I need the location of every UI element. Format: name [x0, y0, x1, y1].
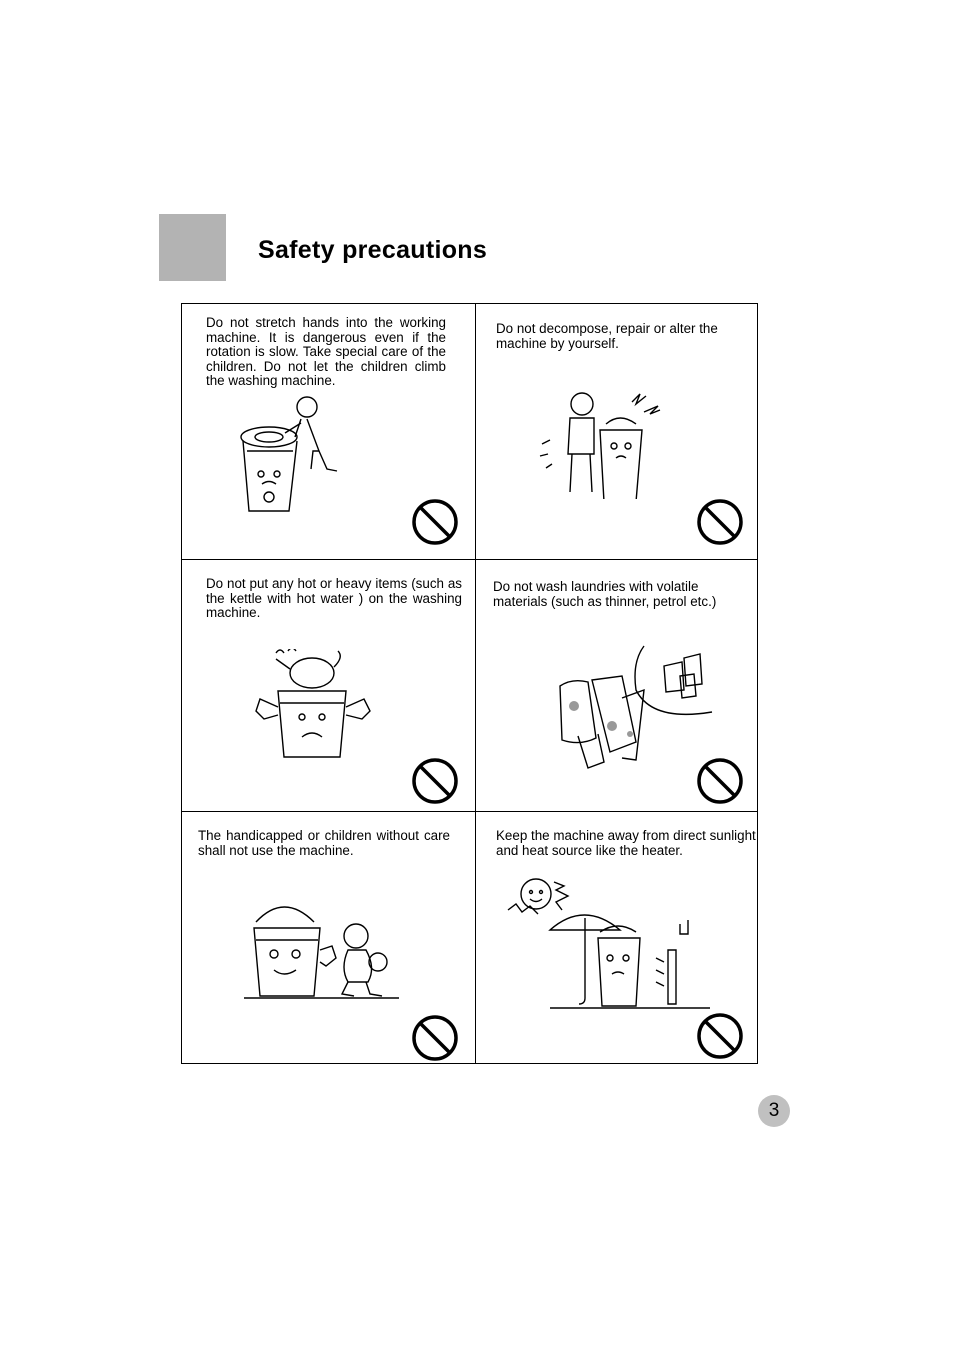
- grid-divider-row-1: [182, 559, 757, 560]
- precaution-text-5: The handicapped or children without care shall not use the machine.: [198, 828, 450, 858]
- kettle-on-machine-illustration: [252, 649, 377, 759]
- precaution-text-2: Do not decompose, repair or alter the machine by yourself.: [496, 321, 718, 351]
- section-marker: [159, 214, 226, 281]
- no-entry-icon: [411, 498, 459, 546]
- precaution-text-4: Do not wash laundries with volatile materials (such as thinner, petrol etc.): [493, 579, 717, 609]
- no-entry-icon: [696, 498, 744, 546]
- precaution-text-6: Keep the machine away from direct sunlight and heat source like the heater.: [496, 828, 756, 858]
- machine-in-sunlight-illustration: [500, 874, 716, 1014]
- no-entry-icon: [411, 1014, 459, 1062]
- no-entry-icon: [411, 757, 459, 805]
- page-title: Safety precautions: [258, 236, 488, 264]
- grid-divider-row-2: [182, 811, 757, 812]
- laundry-with-volatile-materials-illustration: [552, 642, 722, 772]
- child-refusing-machine-illustration: [244, 896, 404, 1001]
- precaution-text-1: Do not stretch hands into the working machine. It is dangerous even if the rotation is slow. Take special care of the children. Do not let the children climb the washing machine.: [206, 315, 446, 389]
- grid-divider-vertical: [475, 304, 476, 1063]
- person-repairing-machine-illustration: [532, 384, 662, 499]
- no-entry-icon: [696, 1012, 744, 1060]
- page-number-badge: 3: [758, 1095, 790, 1127]
- precautions-grid: [181, 303, 758, 1064]
- precaution-text-3: Do not put any hot or heavy items (such as the kettle with hot water ) on the washing machine.: [206, 576, 462, 621]
- child-at-machine-illustration: [237, 389, 347, 519]
- no-entry-icon: [696, 757, 744, 805]
